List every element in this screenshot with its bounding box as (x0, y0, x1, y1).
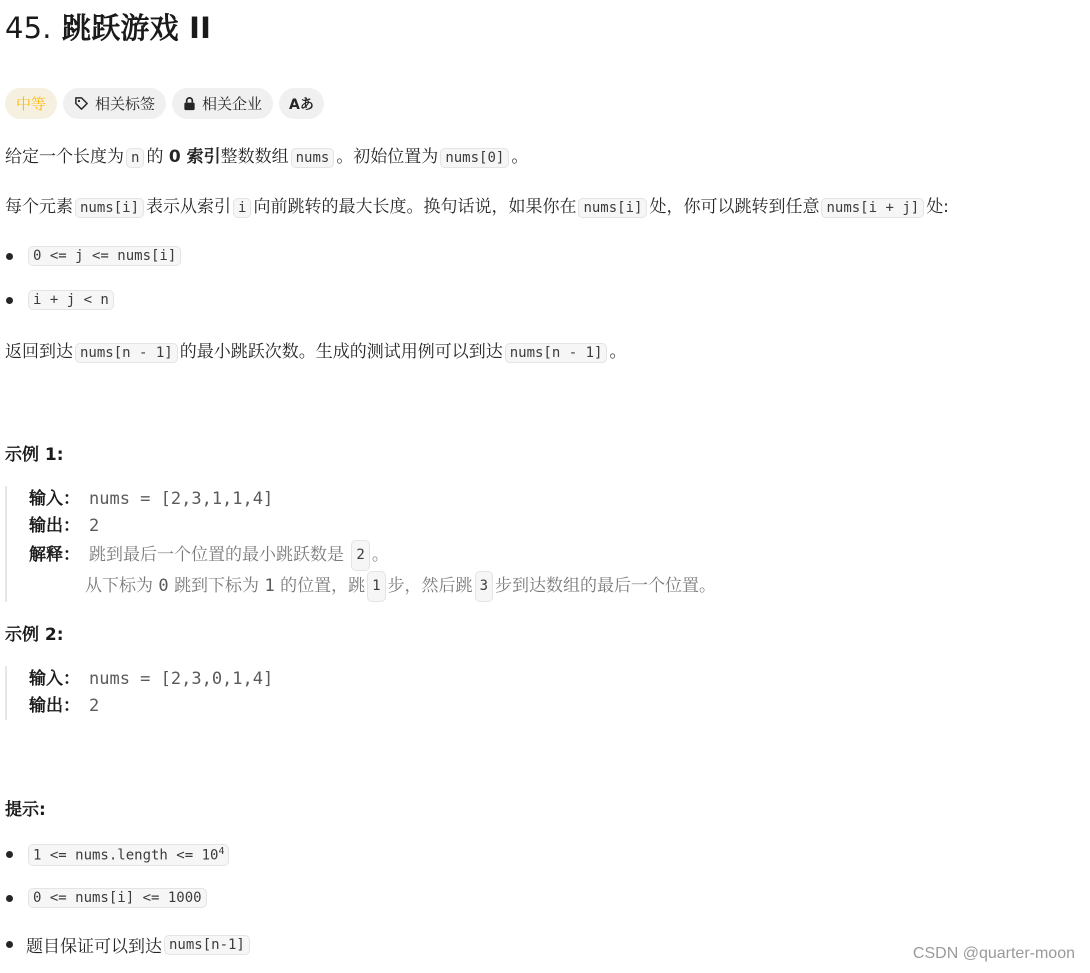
description-p3: 返回到达 nums[n - 1] 的最小跳跃次数。生成的测试用例可以到达 nums[n - 1] 。 (5, 342, 627, 362)
problem-number: 45. (5, 11, 52, 45)
problem-name: 跳跃游戏 II (62, 11, 212, 45)
list-item: 1 <= nums.length <= $10^4$ (5, 844, 231, 866)
difficulty-badge[interactable] (5, 88, 57, 119)
example-2-heading: 示例 2: (5, 625, 64, 645)
list-item: 0 <= nums[i] <= 1000 (5, 888, 209, 908)
difficulty-label: 中等 (16, 95, 47, 113)
code-n: n (126, 148, 144, 168)
example-1-block: 输入： nums = [2,3,1,1,4] 输出： 2 解释： 跳到最后一个位置的最小跳跃数是 2 。 从下标为 0 跳到下标为 1 的位置，跳 1 步，然后跳 3 步到达数组的最后一个位置。 (5, 486, 716, 602)
bullet-dot (6, 941, 13, 948)
related-tags-button[interactable] (63, 88, 166, 119)
code-nums0: nums[0] (440, 148, 509, 168)
example-2-block: 输入： nums = [2,3,0,1,4] 输出： 2 (5, 666, 273, 720)
bullet-dot (6, 851, 13, 858)
example-2-input: nums = [2,3,0,1,4] (89, 669, 274, 689)
translate-icon: Aあ (289, 96, 314, 113)
related-tags-label: 相关标签 (95, 95, 156, 113)
description-p2: 每个元素 nums[i] 表示从索引 i 向前跳转的最大长度。换句话说，如果你在 nums[i] 处，你可以跳转到任意 nums[i + j] 处: (5, 197, 949, 217)
watermark: CSDN @quarter-moon (912, 945, 1075, 962)
example-1-heading: 示例 1: (5, 445, 64, 465)
list-item: 题目保证可以到达 nums[n-1] (5, 932, 252, 957)
example-2-output: 2 (89, 696, 100, 716)
example-1-output: 2 (89, 516, 100, 536)
description-p1: 给定一个长度为 n 的 0 索引整数数组 nums 。初始位置为 nums[0] 。 (5, 147, 529, 167)
tag-icon (74, 96, 89, 111)
related-companies-button[interactable] (172, 88, 273, 119)
code-nums: nums (291, 148, 335, 168)
example-1-input: nums = [2,3,1,1,4] (89, 489, 274, 509)
problem-title (5, 6, 211, 47)
list-item: i + j < n (5, 290, 116, 310)
related-companies-label: 相关企业 (202, 95, 263, 113)
tag-bar (5, 88, 324, 119)
bullet-dot (6, 253, 13, 260)
lock-icon (183, 96, 196, 111)
list-item: 0 <= j <= nums[i] (5, 246, 183, 266)
bullet-dot (6, 297, 13, 304)
bullet-dot (6, 895, 13, 902)
constraints-heading: 提示: (5, 800, 46, 820)
translate-button[interactable] (279, 88, 324, 119)
